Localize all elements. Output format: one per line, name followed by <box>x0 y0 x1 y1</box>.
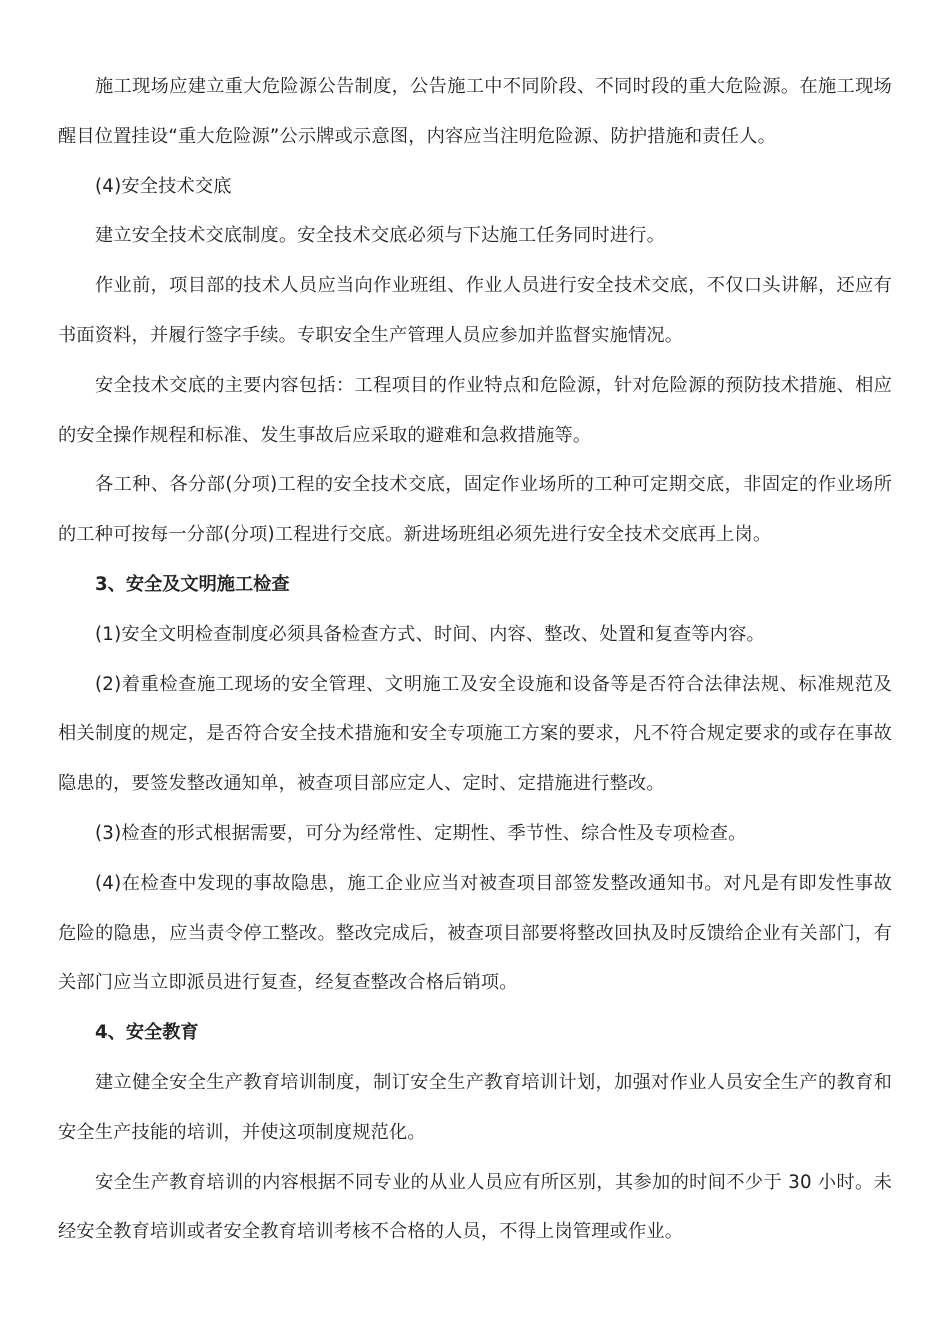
paragraph-education-hours: 安全生产教育培训的内容根据不同专业的从业人员应有所区别，其参加的时间不少于 30 小时。未经安全教育培训或者安全教育培训考核不合格的人员，不得上岗管理或作业。 <box>58 1171 892 1243</box>
paragraph-inspection-3: (3)检查的形式根据需要，可分为经常性、定期性、季节性、综合性及专项检查。 <box>95 822 747 844</box>
paragraph-briefing-content: 安全技术交底的主要内容包括：工程项目的作业特点和危险源，针对危险源的预防技术措施、相应的安全操作规程和标准、发生事故后应采取的避难和急救措施等。 <box>58 374 892 446</box>
section-heading-education: 4、安全教育 <box>95 1022 199 1044</box>
paragraph-inspection-4: (4)在检查中发现的事故隐患，施工企业应当对被查项目部签发整改通知书。对凡是有即发性事故危险的隐患，应当责令停工整改。整改完成后，被查项目部要将整改回执及时反馈给企业有关部门，有关部门应当立即派员进行复查，经复查整改合格后销项。 <box>58 872 892 994</box>
document-page <box>58 62 892 1257</box>
paragraph-briefing-per-trade: 各工种、各分部(分项)工程的安全技术交底，固定作业场所的工种可定期交底，非固定的作业场所的工种可按每一分部(分项)工程进行交底。新进场班组必须先进行安全技术交底再上岗。 <box>58 474 892 546</box>
subheading-technical-briefing: (4)安全技术交底 <box>95 175 232 197</box>
paragraph-inspection-2: (2)着重检查施工现场的安全管理、文明施工及安全设施和设备等是否符合法律法规、标准规范及相关制度的规定，是否符合安全技术措施和安全专项施工方案的要求，凡不符合规定要求的或存在事故隐患的，要签发整改通知单，被查项目部应定人、定时、定措施进行整改。 <box>58 673 892 795</box>
paragraph-education-system: 建立健全安全生产教育培训制度，制订安全生产教育培训计划，加强对作业人员安全生产的教育和安全生产技能的培训，并使这项制度规范化。 <box>58 1071 892 1143</box>
paragraph-pre-work-briefing: 作业前，项目部的技术人员应当向作业班组、作业人员进行安全技术交底，不仅口头讲解，还应有书面资料，并履行签字手续。专职安全生产管理人员应参加并监督实施情况。 <box>58 275 892 346</box>
section-heading-inspection: 3、安全及文明施工检查 <box>95 573 290 595</box>
paragraph-briefing-system: 建立安全技术交底制度。安全技术交底必须与下达施工任务同时进行。 <box>95 225 666 247</box>
paragraph-inspection-1: (1)安全文明检查制度必须具备检查方式、时间、内容、整改、处置和复查等内容。 <box>95 623 765 645</box>
paragraph-hazard-notice: 施工现场应建立重大危险源公告制度，公告施工中不同阶段、不同时段的重大危险源。在施工现场醒目位置挂设“重大危险源”公示牌或示意图，内容应当注明危险源、防护措施和责任人。 <box>58 76 892 147</box>
